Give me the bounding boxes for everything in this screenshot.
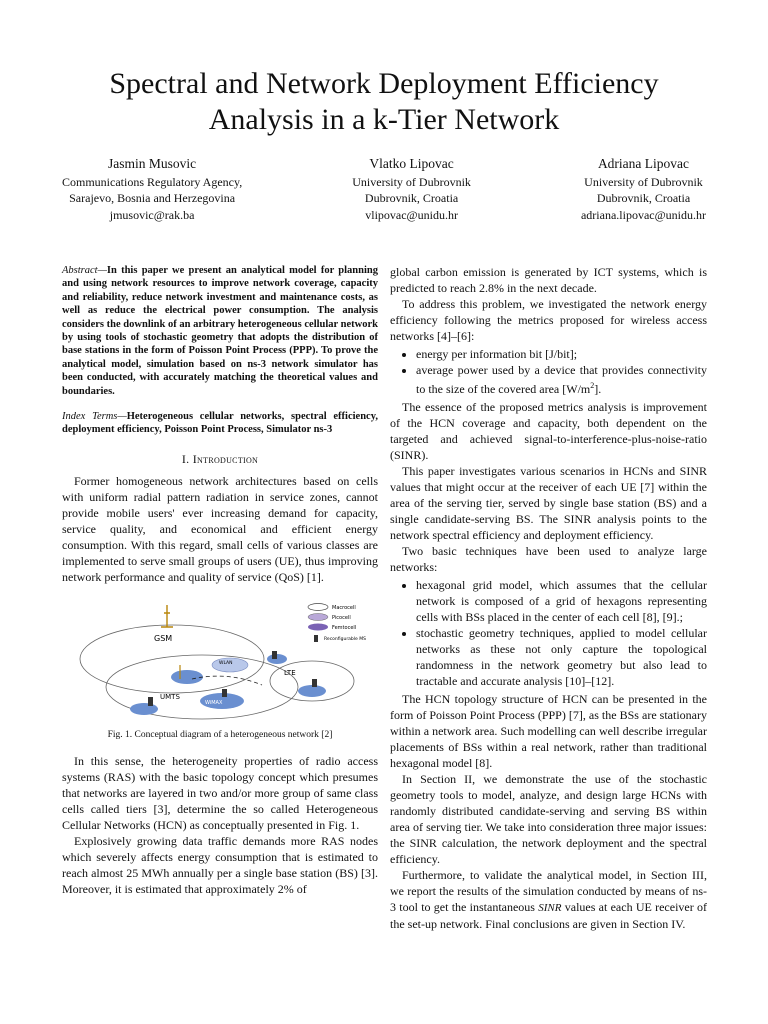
right-paragraph-7: In Section II, we demonstrate the use of the stochastic geometry tools to model, analyze, and design large HCNs with randomly distributed candidate-serving and serving BS within area of serving tier. We take into consideration three major issues: the SINR calculation, the network deployment and the spectral efficiency. — [390, 772, 707, 866]
title-line-2: Analysis in a k-Tier Network — [208, 103, 560, 136]
wimax-label: WiMAX — [205, 699, 223, 706]
legend-macrocell-swatch — [308, 603, 328, 610]
right-paragraph-5: Two basic techniques have been used to analyze large networks: — [390, 544, 707, 574]
legend-picocell-label: Picocell — [332, 614, 351, 621]
legend-macrocell-label: Macrocell — [332, 604, 356, 611]
right-paragraph-2: To address this problem, we investigated the network energy efficiency following the metrics proposed for wireless access networks [4]–[6]: — [390, 297, 707, 343]
list-item-text-end: ]. — [594, 382, 602, 396]
index-terms-label: Index Terms— — [62, 411, 127, 423]
mobile-1-icon — [148, 697, 153, 706]
picocell-1 — [171, 670, 203, 684]
intro-paragraph-3: Explosively growing data traffic demands more RAS nodes which severely affects energy consumption that is estimated to reach almost 25 MWh annually per a single base station (BS) [3]. Moreover, it is estimated that approximately 2% of — [62, 833, 378, 896]
author-affiliation: University of Dubrovnik — [584, 174, 703, 189]
list-item-text: average power used by a device that provides connectivity to the size of the covered area [W/m — [416, 363, 707, 396]
author-email[interactable]: adriana.lipovac@unidu.hr — [580, 207, 706, 222]
author-1 — [62, 156, 242, 223]
author-email[interactable]: jmusovic@rak.ba — [109, 207, 195, 222]
author-affiliation: University of Dubrovnik — [352, 174, 471, 189]
author-email[interactable]: vlipovac@unidu.hr — [365, 207, 458, 222]
legend-ms-label: Reconfigurable MS — [324, 636, 366, 642]
abstract-text: In this paper we present an analytical model for planning and using network resources to improve network coverage, capacity and reliability, reduce network investment and maintenance costs, as well as reduce the electrical power consumption. The analysis considers the downlink of an arbitrary heterogeneous cellular network by using tools of stochastic geometry that adopts the distribution of base stations in the form of Poisson Point Process (PPP). To prove the analytical model, simulation based on ns-3 network simulator has been conducted, with accurately matching the theoretical values and boundaries. — [62, 265, 378, 397]
right-paragraph-3: The essence of the proposed metrics analysis is improvement of the HCN coverage and capacity, both dependent on the targeted and achieved signal-to-interference-plus-noise-ratio (SINR). — [390, 400, 707, 462]
abstract — [62, 264, 378, 398]
paper-title — [0, 66, 768, 138]
author-block — [62, 156, 706, 223]
right-paragraph-4: This paper investigates various scenarios in HCNs and SINR values that might occur at the receiver of each UE [7] within the area of the serving tier, served by single base station (BS) and a single candidate-serving BS. The SINR analysis points to the network spectral efficiency and deployment efficiency. — [390, 464, 707, 542]
right-paragraph-8 — [390, 867, 707, 932]
index-terms-text: Heterogeneous cellular networks, spectral efficiency, deployment efficiency, Poisson Point Process, Simulator ns-3 — [62, 411, 378, 436]
figure-1-caption: Fig. 1. Conceptual diagram of a heterogeneous network [2] — [107, 729, 333, 740]
list-item: • stochastic geometry techniques, applied to model cellular networks as these not only capture the topological randomness in the network geometry but also lead to tractable and accurate analysis [10]–[12]. — [416, 625, 707, 689]
author-affiliation: Communications Regulatory Agency, — [62, 174, 243, 189]
author-location: Dubrovnik, Croatia — [364, 191, 459, 205]
techniques-list — [390, 577, 707, 689]
gsm-tower-icon — [161, 605, 173, 627]
section-heading-introduction: I. Introduction — [181, 451, 259, 466]
legend-femtocell-label: Femtocell — [332, 624, 357, 631]
mobile-2-icon — [272, 651, 277, 659]
picocell-3 — [130, 703, 158, 715]
legend-femtocell-swatch — [308, 623, 328, 630]
author-2 — [352, 156, 471, 223]
title-line-1: Spectral and Network Deployment Efficiency — [109, 67, 659, 100]
metrics-list — [390, 346, 707, 397]
abstract-label: Abstract— — [62, 265, 107, 276]
author-name: Vlatko Lipovac — [369, 156, 454, 171]
list-item — [416, 362, 707, 397]
intro-paragraph-2: In this sense, the heterogeneity properties of radio access systems (RAS) with the basic topology concept which presumes that networks are layered in two and/or more group of same class cells called tiers [3], determine the so called Heterogeneous Cellular Networks (HCN) as conceptually presented in Fig. 1. — [62, 753, 378, 832]
gsm-label: GSM — [154, 633, 173, 643]
author-location: Dubrovnik, Croatia — [596, 191, 691, 205]
index-terms — [62, 410, 378, 437]
handover-path — [192, 676, 262, 685]
left-column — [62, 264, 378, 897]
paragraph-text-end: values at each UE receiver of the set-up network. Final conclusions are given in Section IV. — [390, 900, 707, 931]
legend-picocell-swatch — [308, 613, 328, 620]
mobile-3-icon — [222, 689, 227, 697]
mobile-4-icon — [312, 679, 317, 687]
superscript: 2 — [590, 381, 595, 390]
lte-label: LTE — [284, 668, 296, 677]
author-name: Adriana Lipovac — [597, 156, 690, 171]
figure-1 — [62, 599, 378, 721]
list-item: • hexagonal grid model, which assumes that the cellular network is composed of a grid of hexagons representing cells with BSs placed in the center of each cell [8], [9].; — [416, 577, 707, 625]
wlan-label: WLAN — [219, 660, 233, 666]
right-paragraph-1: global carbon emission is generated by ICT systems, which is predicted to reach 2.8% in the next decade. — [390, 265, 707, 295]
right-paragraph-6: The HCN topology structure of HCN can be presented in the form of Poisson Point Process (PPP) [7], as the BSs are stationary within a network area. Such modelling can well describe irregular placements of BSs within a real network, rather than traditional hexagonal model [8]. — [390, 692, 707, 770]
umts-label: UMTS — [160, 692, 180, 701]
author-location: Sarajevo, Bosnia and Herzegovina — [69, 191, 236, 205]
sinr-italic: SINR — [538, 902, 562, 914]
intro-paragraph-1: Former homogeneous network architectures based on cells with uniform radial pattern radiation in service zones, cannot provide mobile users' ever increasing demand for capacity, service quality, and economical and efficient energy consumption. With this regard, small cells of various classes are implemented to serve small groups of users (UE), thus improving network performance and quality of service (QoS) [1]. — [62, 473, 378, 584]
right-column — [390, 264, 707, 932]
author-3 — [581, 156, 706, 223]
paragraph-text: Furthermore, to validate the analytical model, in Section III, we report the results of the simulation conducted by means of ns-3 tool to get the instantaneous — [390, 868, 707, 914]
hetnet-diagram — [62, 599, 378, 721]
list-item: • energy per information bit [J/bit]; — [416, 346, 707, 362]
legend-ms-swatch — [314, 635, 318, 642]
author-name: Jasmin Musovic — [108, 156, 197, 171]
